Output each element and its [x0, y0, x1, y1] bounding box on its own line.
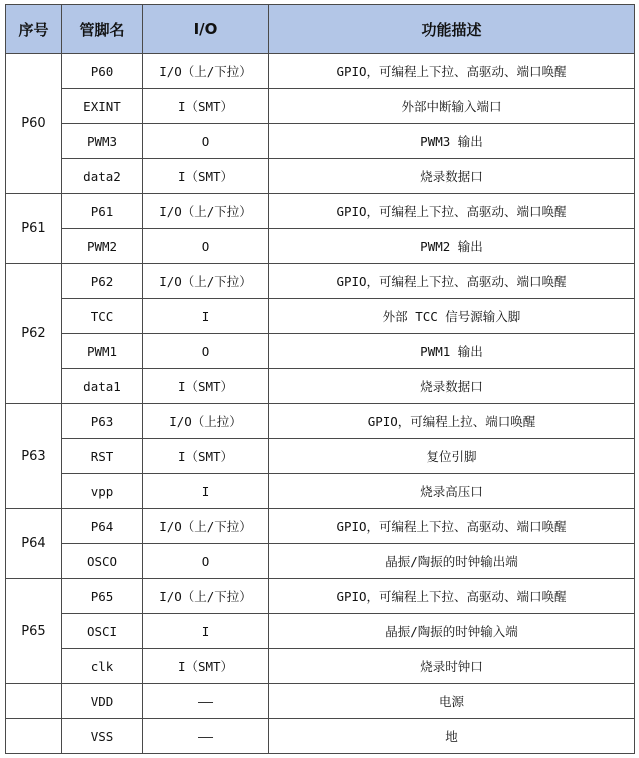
pin-name-cell: PWM2	[62, 229, 143, 264]
io-type-cell: I（SMT）	[143, 649, 269, 684]
table-row	[6, 369, 635, 404]
function-description-cell: GPIO，可编程上下拉、高驱动、端口唤醒	[269, 194, 635, 229]
group-index-cell: P61	[6, 194, 62, 264]
group-index-cell: P64	[6, 509, 62, 579]
function-description-cell: GPIO，可编程上下拉、高驱动、端口唤醒	[269, 264, 635, 299]
function-description-cell: PWM3 输出	[269, 124, 635, 159]
group-index-cell: P63	[6, 404, 62, 509]
pin-name-cell: OSCO	[62, 544, 143, 579]
io-type-cell: I	[143, 299, 269, 334]
table-row	[6, 719, 635, 754]
table-row	[6, 54, 635, 89]
group-index-cell: P65	[6, 579, 62, 684]
table-row	[6, 579, 635, 614]
io-type-cell: O	[143, 544, 269, 579]
pin-name-cell: PWM1	[62, 334, 143, 369]
table-row	[6, 404, 635, 439]
function-description-cell: PWM2 输出	[269, 229, 635, 264]
table-row	[6, 124, 635, 159]
io-type-cell: ——	[143, 684, 269, 719]
function-description-cell: 烧录数据口	[269, 159, 635, 194]
pin-name-cell: EXINT	[62, 89, 143, 124]
pin-name-cell: PWM3	[62, 124, 143, 159]
pin-name-cell: clk	[62, 649, 143, 684]
io-type-cell: I/O（上/下拉）	[143, 194, 269, 229]
function-description-cell: 电源	[269, 684, 635, 719]
table-row	[6, 334, 635, 369]
function-description-cell: 外部 TCC 信号源输入脚	[269, 299, 635, 334]
function-description-cell: 地	[269, 719, 635, 754]
io-type-cell: I/O（上/下拉）	[143, 54, 269, 89]
function-description-cell: 复位引脚	[269, 439, 635, 474]
header-function: 功能描述	[269, 5, 635, 54]
io-type-cell: I（SMT）	[143, 439, 269, 474]
pin-name-cell: TCC	[62, 299, 143, 334]
table-row	[6, 649, 635, 684]
io-type-cell: I/O（上/下拉）	[143, 579, 269, 614]
pin-name-cell: VDD	[62, 684, 143, 719]
io-type-cell: I/O（上/下拉）	[143, 264, 269, 299]
table-row	[6, 614, 635, 649]
table-row	[6, 229, 635, 264]
table-row	[6, 264, 635, 299]
function-description-cell: 烧录时钟口	[269, 649, 635, 684]
function-description-cell: 外部中断输入端口	[269, 89, 635, 124]
io-type-cell: I/O（上/下拉）	[143, 509, 269, 544]
group-index-cell: P62	[6, 264, 62, 404]
pin-name-cell: data1	[62, 369, 143, 404]
io-type-cell: I	[143, 474, 269, 509]
pin-function-table	[5, 4, 635, 754]
table-row	[6, 684, 635, 719]
table-row	[6, 439, 635, 474]
io-type-cell: O	[143, 334, 269, 369]
table-row	[6, 89, 635, 124]
io-type-cell: O	[143, 124, 269, 159]
table-row	[6, 194, 635, 229]
io-type-cell: I（SMT）	[143, 89, 269, 124]
function-description-cell: GPIO，可编程上拉、端口唤醒	[269, 404, 635, 439]
pin-name-cell: P63	[62, 404, 143, 439]
table-row	[6, 509, 635, 544]
pin-name-cell: VSS	[62, 719, 143, 754]
pin-name-cell: vpp	[62, 474, 143, 509]
pin-name-cell: P65	[62, 579, 143, 614]
function-description-cell: 烧录高压口	[269, 474, 635, 509]
pin-name-cell: P62	[62, 264, 143, 299]
io-type-cell: I	[143, 614, 269, 649]
table-row	[6, 159, 635, 194]
pin-name-cell: RST	[62, 439, 143, 474]
io-type-cell: ——	[143, 719, 269, 754]
pin-name-cell: OSCI	[62, 614, 143, 649]
table-body	[6, 54, 635, 754]
table-row	[6, 474, 635, 509]
group-index-cell: P60	[6, 54, 62, 194]
pin-name-cell: P64	[62, 509, 143, 544]
io-type-cell: I（SMT）	[143, 369, 269, 404]
io-type-cell: I（SMT）	[143, 159, 269, 194]
function-description-cell: GPIO，可编程上下拉、高驱动、端口唤醒	[269, 54, 635, 89]
header-index: 序号	[6, 5, 62, 54]
function-description-cell: 烧录数据口	[269, 369, 635, 404]
table-row	[6, 544, 635, 579]
function-description-cell: PWM1 输出	[269, 334, 635, 369]
header-io: I/O	[143, 5, 269, 54]
io-type-cell: O	[143, 229, 269, 264]
group-index-cell	[6, 719, 62, 754]
function-description-cell: GPIO，可编程上下拉、高驱动、端口唤醒	[269, 509, 635, 544]
group-index-cell	[6, 684, 62, 719]
table-row	[6, 299, 635, 334]
pin-name-cell: data2	[62, 159, 143, 194]
function-description-cell: GPIO，可编程上下拉、高驱动、端口唤醒	[269, 579, 635, 614]
pin-name-cell: P61	[62, 194, 143, 229]
io-type-cell: I/O（上拉）	[143, 404, 269, 439]
pin-name-cell: P60	[62, 54, 143, 89]
header-row	[6, 5, 635, 54]
function-description-cell: 晶振/陶振的时钟输出端	[269, 544, 635, 579]
header-pin-name: 管脚名	[62, 5, 143, 54]
function-description-cell: 晶振/陶振的时钟输入端	[269, 614, 635, 649]
